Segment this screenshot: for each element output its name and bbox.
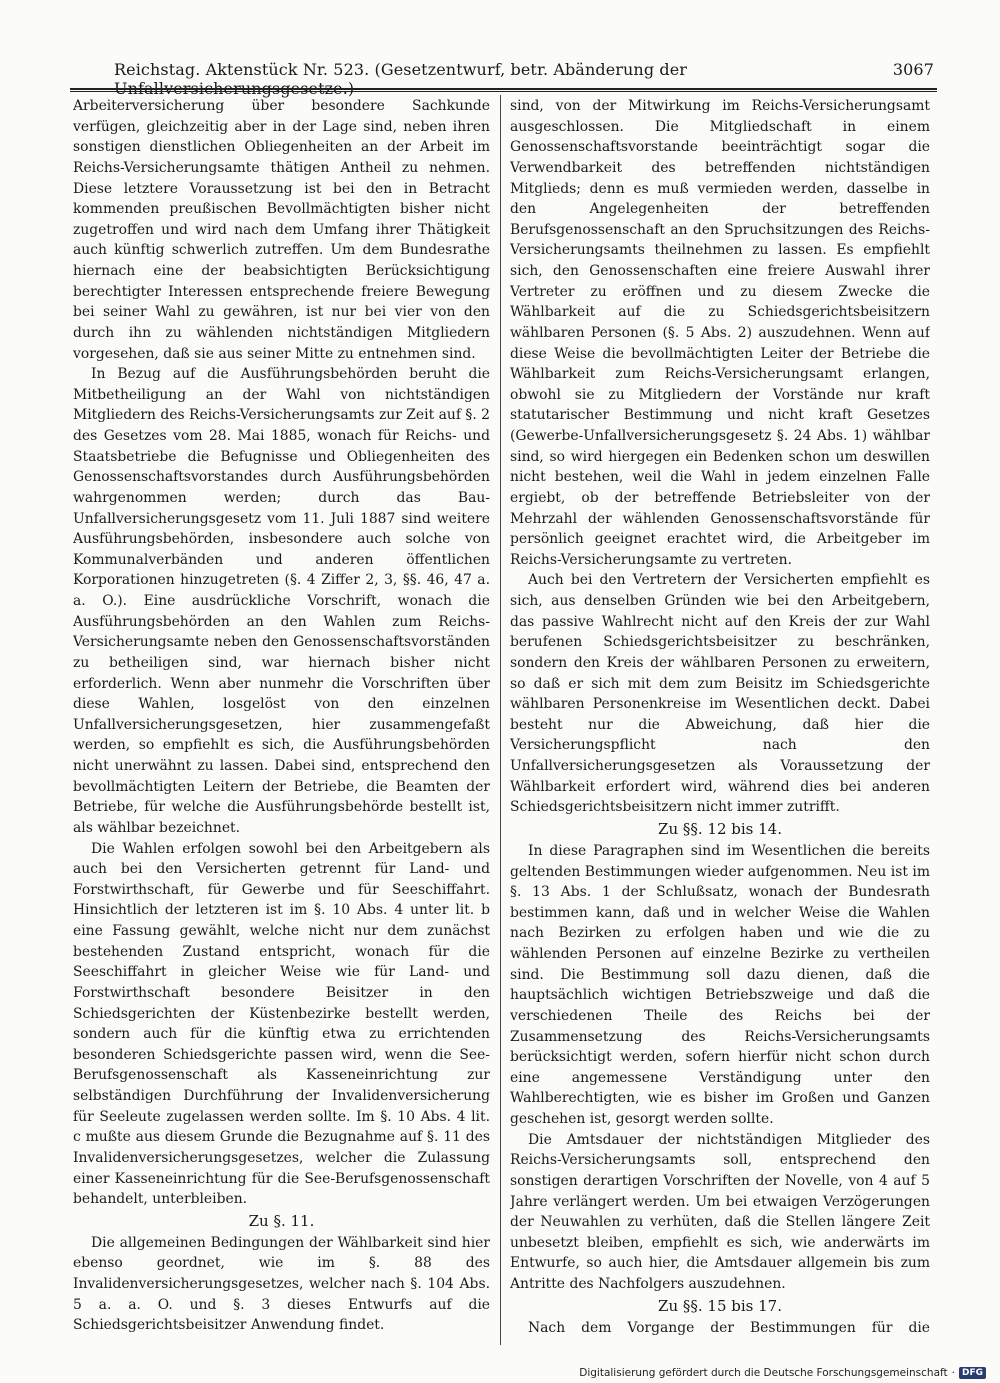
paragraph: Nach dem Vorgange der Bestimmungen für die (528, 1319, 930, 1336)
paragraph: sind, von der Mitwirkung im Reichs-Versicherungsamt ausgeschlossen. Die Mitgliedschaft in einem Genossenschaftsvorstande beeinträchtigt sogar die Verwendbarkeit des betreffenden nichtständigen Mitglieds; denn es muß vermieden werden, dasselbe in den Angelegenheiten der betreffenden Berufsgenossenschaft an den Spruchsitzungen des Reichs-Versicherungsamts theilnehmen zu lassen. Es empfiehlt sich, den Genossenschaften eine freiere Auswahl ihrer Vertreter zu eröffnen und zu diesem Zwecke die Wählbarkeit auf die zu Schiedsgerichtsbeisitzern wählbaren Personen (§. 5 Abs. 2) auszudehnen. Wenn auf diese Weise die bevollmächtigten Leiter der Betriebe die Wählbarkeit zum Reichs-Versicherungsamt erlangen, obwohl sie zu Mitgliedern der Vorstände nur kraft statutarischer Bestimmung und nicht kraft Gesetzes (Gewerbe-Unfallversicherungsgesetz §. 24 Abs. 1) wählbar sind, so wird hiergegen ein Bedenken schon um deswillen nicht bestehen, weil die Wahl in jedem einzelnen Falle ergiebt, ob der betreffende Betriebsleiter von der Mehrzahl der wählenden Genossenschaftsvorstände für persönlich geeignet erachtet wird, die Arbeitgeber im Reichs-Versicherungsamte zu vertreten. (510, 98, 930, 568)
paragraph: In Bezug auf die Ausführungsbehörden beruht die Mitbetheiligung an der Wahl von nichtständigen Mitgliedern des Reichs-Versicherungsamts zur Zeit auf §. 2 des Gesetzes vom 28. Mai 1885, wonach für Reichs- und Staatsbetriebe die Befugnisse und Obliegenheiten des Genossenschaftsvorstandes durch Ausführungsbehörden wahrgenommen werden; durch das Bau-Unfallversicherungsgesetz vom 11. Juli 1887 sind weitere Ausführungsbehörden, insbesondere auch solche von Kommunalverbänden und anderen öffentlichen Korporationen hinzugetreten (§. 4 Ziffer 2, 3, §§. 46, 47 a. a. O.). Eine ausdrückliche Vorschrift, wonach die Ausführungsbehörden an den Wahlen zum Reichs-Versicherungsamte neben den Genossenschaftsvorständen zu betheiligen sind, war hiernach bisher nicht erforderlich. Wenn aber nunmehr die Vorschriften über diese Wahlen, losgelöst von den einzelnen Unfallversicherungsgesetzen, hier zusammengefaßt werden, so empfiehlt es sich, die Ausführungsbehörden nicht unerwähnt zu lassen. Dabei sind, entsprechend den bevollmächtigten Leitern der Betriebe, die Beamten der Betriebe, für welche die Ausführungsbehörde bestellt ist, als wählbar bezeichnet. (73, 366, 490, 836)
header-title: Reichstag. Aktenstück Nr. 523. (Gesetzentwurf, betr. Abänderung der (114, 60, 688, 79)
section-heading: Zu §§. 12 bis 14. (658, 819, 782, 838)
paragraph: Arbeiterversicherung über besondere Sachkunde verfügen, gleichzeitig aber in der Lage sind, neben ihren sonstigen dienstlichen Obliegenheiten an der Arbeit im Reichs-Versicherungsamte thätigen Antheil zu nehmen. Diese letztere Voraussetzung ist bei den in Betracht kommenden preußischen Bevollmächtigten bisher nicht zugetroffen und wird nach dem Umfang ihrer Thätigkeit auch künftig schwerlich zutreffen. Um dem Bundesrathe hiernach eine der beabsichtigten Berücksichtigung berechtigter Interessen entsprechende freiere Bewegung bei seiner Wahl zu gewähren, ist nur bei vier von den durch ihn zu wählenden nichtständigen Mitgliedern vorgesehen, daß sie aus seiner Mitte zu entnehmen sind. (73, 98, 490, 362)
right-column (510, 96, 930, 1336)
header-rule-thin (70, 91, 937, 92)
left-column (73, 96, 490, 1336)
paragraph: Die Wahlen erfolgen sowohl bei den Arbeitgebern als auch bei den Versicherten getrennt für Land- und Forstwirthschaft, für Gewerbe und für Seeschiffahrt. Hinsichtlich der letzteren ist im §. 10 Abs. 4 unter lit. b eine Fassung gewählt, welche nicht nur dem zunächst bestehenden Zustand entspricht, wonach für die Seeschiffahrt in gleicher Weise wie für Land- und Forstwirthschaft besondere Beisitzer in den Schiedsgerichten der Küstenbezirke bestellt werden, sondern auch für die künftig etwa zu errichtenden besonderen Schiedsgerichte passen wird, wenn die See-Berufsgenossenschaft als Kasseneinrichtung zur selbständigen Durchführung der Invalidenversicherung für Seeleute zugelassen werden sollte. Im §. 10 Abs. 4 lit. c mußte aus diesem Grunde die Bezugnahme auf §. 11 des Invalidenversicherungsgesetzes, welcher die Zulassung einer Kasseneinrichtung für die See-Berufsgenossenschaft behandelt, unterbleiben. (73, 840, 490, 1208)
dfg-logo: DFG (959, 1367, 986, 1379)
footer-credit: Digitalisierung gefördert durch die Deutsche Forschungsgemeinschaft · DFG (579, 1366, 986, 1380)
section-heading: Zu §. 11. (248, 1211, 315, 1230)
paragraph: Auch bei den Vertretern der Versicherten empfiehlt es sich, aus denselben Gründen wie bei den Arbeitgebern, das passive Wahlrecht nicht auf den Kreis der zur Wahl berufenen Schiedsgerichtsbeisitzer zu beschränken, sondern den Kreis der wählbaren Personen zu erweitern, so daß er sich mit dem zum Beisitz im Schiedsgerichte wählbaren Personenkreise im Wesentlichen deckt. Dabei besteht nur die Abweichung, daß hier die Versicherungspflicht nach den Unfallversicherungsgesetzen als Voraussetzung der Wählbarkeit erfordert wird, während dies bei anderen Schiedsgerichtsbeisitzern nicht immer zutrifft. (510, 572, 930, 816)
footer-text: Digitalisierung gefördert durch die Deutsche Forschungsgemeinschaft (579, 1367, 948, 1379)
section-heading: Zu §§. 15 bis 17. (658, 1296, 782, 1315)
paragraph: Die allgemeinen Bedingungen der Wählbarkeit sind hier ebenso geordnet, wie im §. 88 des Invalidenversicherungsgesetzes, welcher nach §. 104 Abs. 5 a. a. O. und §. 3 dieses Entwurfs auf die Schiedsgerichtsbeisitzer Anwendung findet. (73, 1234, 490, 1334)
header-rule (70, 88, 937, 90)
page-number: 3067 (892, 60, 934, 79)
column-separator (500, 95, 501, 1345)
paragraph: In diese Paragraphen sind im Wesentlichen die bereits geltenden Bestimmungen wieder aufgenommen. Neu ist im §. 13 Abs. 1 der Schlußsatz, wonach der Bundesrath bestimmen kann, daß und in welcher Weise die Wahlen nach Bezirken zu erfolgen haben und wie die zu wählenden Personen auf einzelne Bezirke zu vertheilen sind. Die Bestimmung soll dazu dienen, daß die hauptsächlich wichtigen Betriebszweige und daß die verschiedenen Theile des Reichs bei der Zusammensetzung des Reichs-Versicherungsamts berücksichtigt werden, sofern hierfür nicht schon durch eine angemessene Verständigung unter den Wahlberechtigten, wie es bisher im Großen und Ganzen geschehen ist, gesorgt werden sollte. (510, 842, 930, 1127)
paragraph: Die Amtsdauer der nichtständigen Mitglieder des Reichs-Versicherungsamts soll, entsprechend den sonstigen derartigen Vorschriften der Novelle, von 4 auf 5 Jahre verlängert werden. Um bei etwaigen Verzögerungen der Neuwahlen zu verhüten, daß die Stellen längere Zeit unbesetzt bleiben, empfiehlt es sich, wie anderwärts im Entwurfe, so auch hier, die Amtsdauer allgemein bis zum Antritte des Nachfolgers auszudehnen. (510, 1131, 930, 1292)
running-header (114, 60, 934, 86)
